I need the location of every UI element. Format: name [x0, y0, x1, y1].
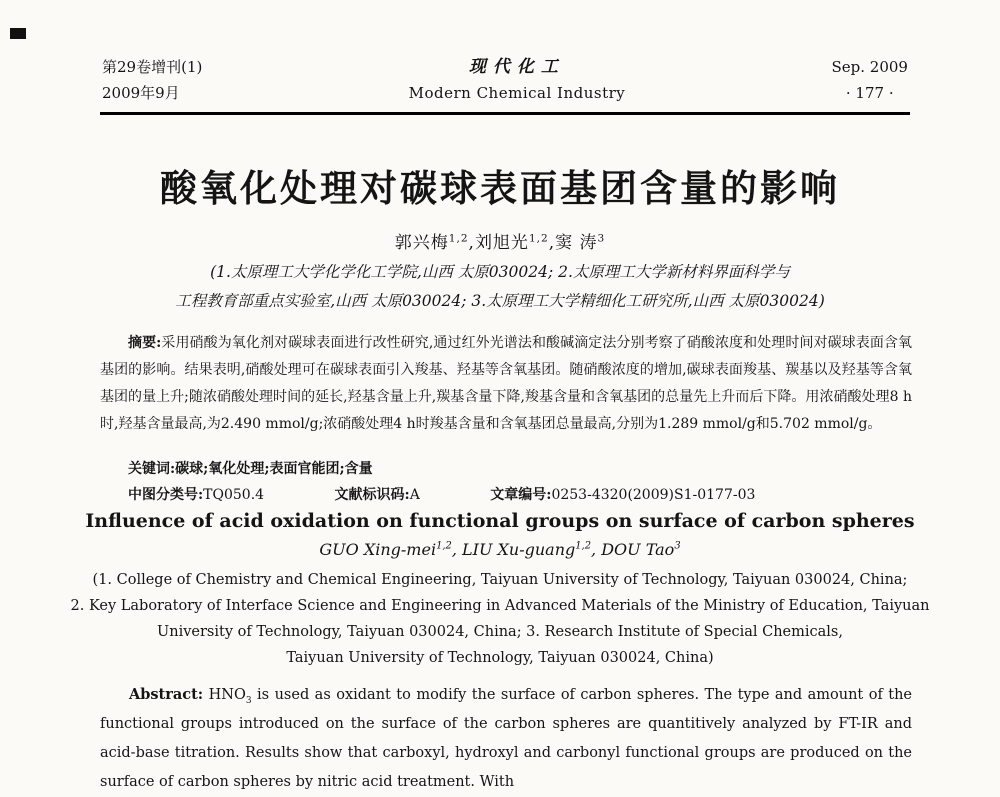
keywords-cn — [100, 458, 912, 478]
keywords-text: 碳球;氧化处理;表面官能团;含量 — [175, 461, 373, 477]
article-id-label: 文章编号: — [490, 487, 552, 503]
author-separator: , — [451, 540, 462, 559]
author-name: GUO Xing-mei — [319, 540, 437, 559]
header-right-column — [832, 54, 908, 106]
author-name: LIU Xu-guang — [462, 540, 576, 559]
journal-title-en: Modern Chemical Industry — [408, 84, 626, 102]
abstract-cn-label: 摘要: — [128, 335, 162, 351]
author-name: 窦 涛 — [555, 233, 598, 253]
abstract-en — [100, 680, 912, 797]
author-superscript: 3 — [597, 232, 606, 245]
affiliation-en-line-3: University of Technology, Taiyuan 030024, China; 3. Research Institute of Special Chemicals, — [157, 624, 843, 640]
author-en — [462, 540, 601, 559]
clc-number — [128, 487, 264, 503]
author-superscript: 1,2 — [436, 540, 452, 552]
header-left-column — [102, 54, 202, 106]
author-cn — [555, 233, 605, 253]
header-center-column — [409, 54, 626, 106]
author-cn — [395, 233, 475, 253]
header-date-cn: 2009年9月 — [102, 84, 180, 102]
scan-artifact — [10, 28, 26, 39]
doc-code — [335, 487, 420, 503]
abstract-cn — [100, 330, 912, 438]
author-superscript: 3 — [674, 540, 681, 552]
author-en — [601, 540, 680, 559]
author-separator: , — [468, 233, 475, 253]
keywords-label: 关键词: — [128, 461, 176, 477]
journal-title-cn: 现代化工 — [468, 57, 565, 77]
meta-line — [100, 484, 912, 504]
author-en — [319, 540, 462, 559]
abstract-cn-text: 采用硝酸为氧化剂对碳球表面进行改性研究,通过红外光谱法和酸碱滴定法分别考察了硝酸浓度和处理时间对碳球表面含氧基团的影响。结果表明,硝酸处理可在碳球表面引入羧基、羟基等含氧基团。随硝酸浓度的增加,碳球表面羧基、羰基以及羟基等含氧基团的量上升;随浓硝酸处理时间的延长,羟基含量上升,羰基含量下降,羧基含量和含氧基团的总量先上升而后下降。用浓硝酸处理8 h时,羟基含量最高,为2.490 mmol/g;浓硝酸处理4 h时羧基含量和含氧基团总量最高,分别为1.289 mmol/g和5.702 mmol/g。 — [100, 335, 912, 432]
doc-code-label: 文献标识码: — [334, 487, 410, 503]
formula-base: HNO — [208, 687, 246, 703]
author-name: DOU Tao — [601, 540, 675, 559]
affiliation-en-line-2: 2. Key Laboratory of Interface Science and Engineering in Advanced Materials of the Ministry of Education, Taiyuan — [70, 598, 930, 614]
affiliation-cn — [0, 258, 1000, 316]
header-page-number: · 177 · — [845, 84, 894, 102]
author-name: 刘旭光 — [474, 233, 529, 253]
abstract-en-label: Abstract: — [129, 686, 204, 703]
author-superscript: 1,2 — [575, 540, 592, 552]
header-issue-date-en: Sep. 2009 — [831, 58, 908, 76]
header-volume-issue: 第29卷增刊(1) — [102, 58, 203, 76]
affiliation-en-line-4: Taiyuan University of Technology, Taiyuan 030024, China) — [286, 650, 714, 666]
affiliation-cn-line1: (1.太原理工大学化学化工学院,山西 太原030024; 2.太原理工大学新材料界面科学与 — [210, 263, 790, 281]
formula-subscript: 3 — [245, 695, 252, 706]
author-superscript: 1,2 — [528, 232, 549, 245]
author-name: 郭兴梅 — [394, 233, 449, 253]
abstract-en-text: is used as oxidant to modify the surface of carbon spheres. The type and amount of the functional groups introduced on the surface of the carbon spheres are quantitively analyzed by FT-IR and acid-base titration. Results show that carboxyl, hydroxyl and carbonyl functional groups are produced on the surface of carbon spheres by nitric acid treatment. With — [100, 687, 913, 790]
authors-en — [0, 540, 1000, 559]
chemical-formula — [208, 687, 252, 706]
journal-header — [102, 54, 908, 106]
authors-cn — [0, 228, 1000, 253]
author-superscript: 1,2 — [448, 232, 469, 245]
doc-code-value: A — [409, 487, 420, 503]
affiliation-en — [0, 567, 1000, 671]
article-id-value: 0253-4320(2009)S1-0177-03 — [551, 487, 756, 503]
header-rule — [100, 112, 910, 115]
author-separator: , — [591, 540, 602, 559]
affiliation-en-line-1: (1. College of Chemistry and Chemical Engineering, Taiyuan University of Technology, Taiyuan 030024, China; — [92, 572, 908, 588]
affiliation-cn-line2: 工程教育部重点实验室,山西 太原030024; 3.太原理工大学精细化工研究所,山西 太原030024) — [175, 292, 825, 310]
article-title-cn: 酸氧化处理对碳球表面基团含量的影响 — [160, 166, 840, 210]
clc-value: TQ050.4 — [203, 487, 265, 503]
author-cn — [475, 233, 555, 253]
author-separator: , — [548, 233, 556, 253]
clc-label: 中图分类号: — [128, 487, 204, 503]
article-title-en: Influence of acid oxidation on functional groups on surface of carbon spheres — [85, 510, 915, 532]
article-id — [490, 487, 755, 503]
